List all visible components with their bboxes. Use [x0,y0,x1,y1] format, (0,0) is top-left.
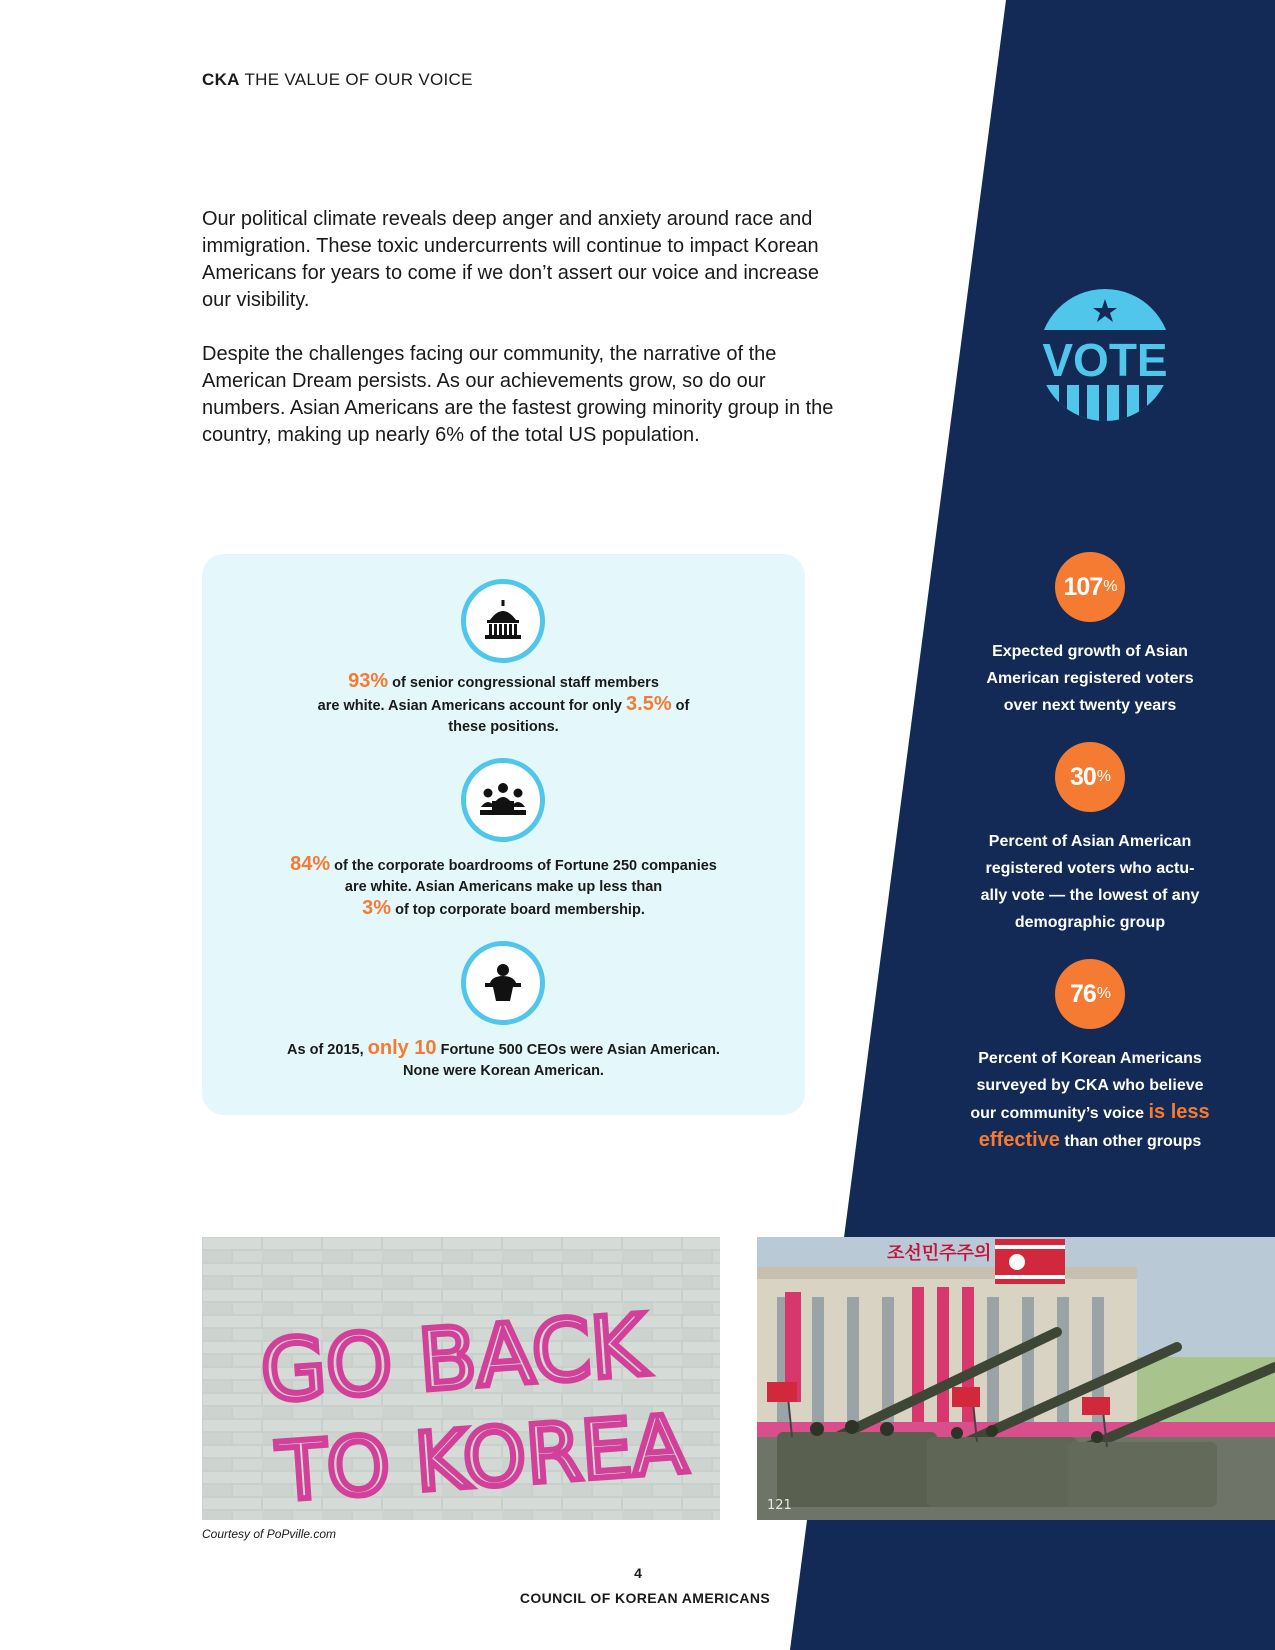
stat-text-line: are white. Asian Americans account for only [317,698,622,714]
stat-text-line: None were Korean American. [403,1063,604,1079]
intro-paragraph-1: Our political climate reveals deep anger and anxiety around race and immigration. These toxic undercurrents will continue to impact Korean Americans for years to come if we don’t assert our voice and increase our visibility. [202,208,819,311]
vote-badge-label: VOTE [1042,334,1168,386]
boardroom-stat [202,854,805,921]
graffiti-line-2: TO KOREA [274,1397,690,1519]
description-line: registered voters who actu- [985,860,1195,877]
description-line: over next twenty years [1003,697,1177,714]
right-stat-description [940,828,1240,936]
percent-circle [1055,552,1125,622]
photo-caption: Courtesy of PoPville.com [202,1527,337,1541]
right-stat-description [940,1045,1240,1155]
description-line: Percent of Korean Americans [978,1050,1202,1067]
right-stat-107 [940,552,1240,719]
vehicle-number: 121 [767,1498,792,1513]
highlight-text: effective [978,1129,1060,1151]
percent-value: 76 [1069,979,1096,1008]
stat-text-line: of [675,698,690,714]
stat-text-line: of senior congressional staff members [392,675,659,691]
parade-photo [757,1237,1275,1520]
percent-value: 107 [1063,572,1103,601]
stat-text-line: Fortune 500 CEOs were Asian American. [440,1042,720,1058]
percent-symbol: % [1096,768,1111,785]
boardroom-icon [461,758,545,842]
stat-text-line: these positions. [448,719,559,735]
description-line: our community’s voice [970,1105,1145,1122]
percent-value: 30 [1069,762,1096,791]
intro-text [202,206,842,476]
stat-number: 84% [290,853,331,875]
stat-text-line: of the corporate boardrooms of Fortune 250 companies [334,858,717,874]
congress-stat [202,671,805,738]
right-stat-description [940,638,1240,719]
right-stat-76 [940,959,1240,1155]
vote-badge-icon [1037,287,1173,429]
ceo-stat [202,1038,805,1082]
intro-paragraph-2: Despite the challenges facing our community, the narrative of the American Dream persists. As our achievements grow, so do our numbers. Asian Americans are the fastest growing minority group in the country, making up nearly 6% of the total US population. [202,343,834,446]
percent-symbol: % [1103,578,1117,595]
stat-text-line: As of 2015, [287,1042,364,1058]
stat-number: 93% [348,670,389,692]
running-header [202,70,473,90]
percent-circle [1055,959,1125,1029]
description-line: surveyed by CKA who believe [976,1077,1204,1094]
capitol-icon [461,579,545,663]
description-line: than other groups [1064,1133,1202,1150]
header-brand: CKA [202,70,240,89]
percent-circle [1055,742,1125,812]
building-sign: 조선민주주의 [887,1243,992,1264]
header-title: THE VALUE OF OUR VOICE [244,70,473,89]
highlight-text: is less [1148,1101,1210,1123]
description-line: ally vote — the lowest of any [980,887,1200,904]
right-stat-30 [940,742,1240,936]
description-line: Expected growth of Asian [992,643,1188,660]
percent-symbol: % [1096,985,1111,1002]
stat-text-line: are white. Asian Americans make up less than [344,879,663,895]
graffiti-line-1: GO BACK [257,1296,649,1421]
ceo-podium-icon [461,941,545,1025]
stat-number: 3.5% [626,693,672,715]
stat-text-line: of top corporate board membership. [395,902,645,918]
stat-number: only 10 [367,1037,437,1059]
description-line: demographic group [1014,914,1166,931]
description-line: Percent of Asian American [988,833,1192,850]
graffiti-photo [202,1237,720,1520]
page-footer: COUNCIL OF KOREAN AMERICANS [519,1590,771,1606]
stat-number: 3% [362,897,392,919]
page-number: 4 [634,1565,642,1581]
statistics-box [202,554,805,1115]
description-line: American registered voters [986,670,1194,687]
